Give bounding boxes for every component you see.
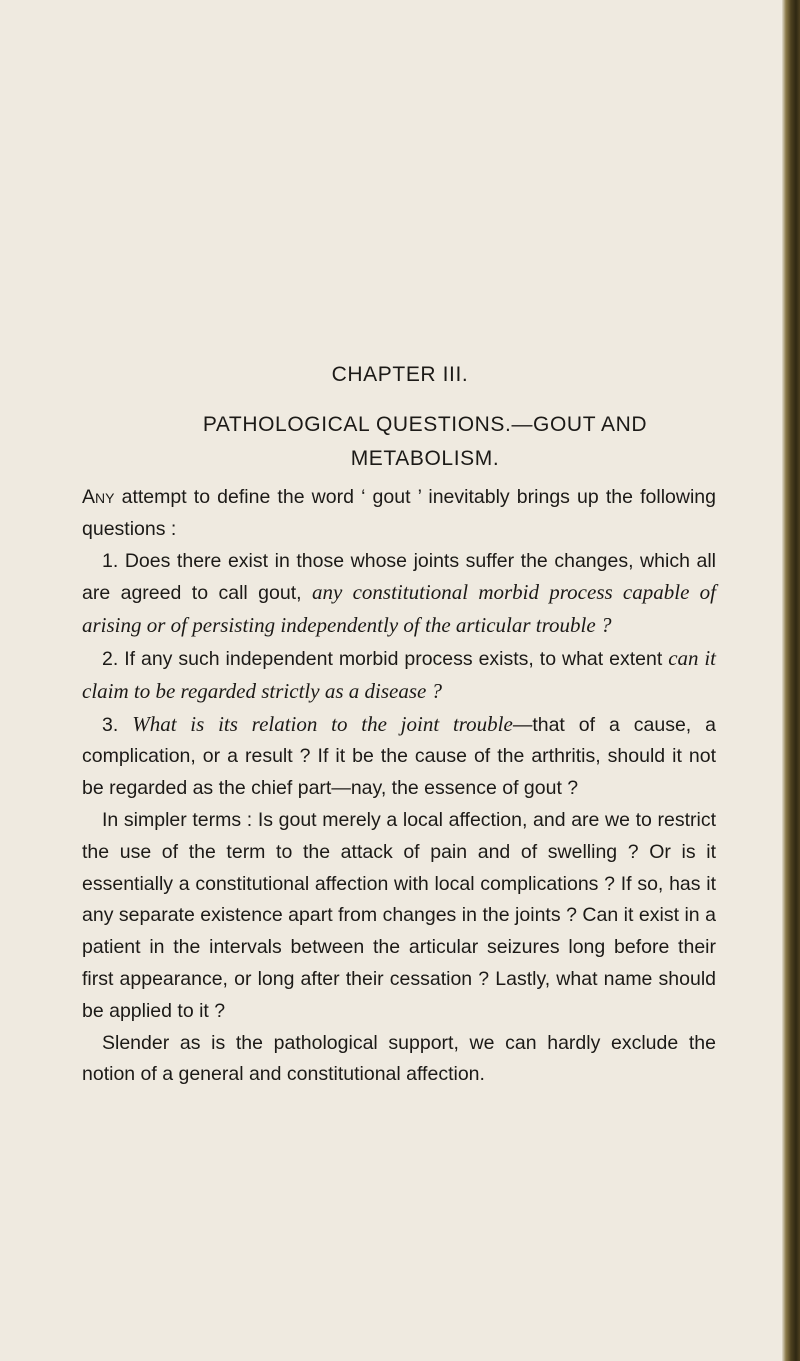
chapter-title-line-2: METABOLISM. — [350, 447, 500, 470]
chapter-title — [100, 408, 750, 476]
chapter-title-line-1: PATHOLOGICAL QUESTIONS.—GOUT AND — [202, 413, 648, 436]
question-3 — [82, 709, 716, 805]
paragraph-simpler-terms: In simpler terms : Is gout merely a local affection, and are we to restrict the use of the term to the attack of pain and of swelling ? Or is it essentially a constitutional affection with local complications ? If so, has it any separate existence apart from changes in the joints ? Can it exist in a patient in the intervals between the articular seizures long before their first appearance, or long after their cessation ? Lastly, what name should be applied to it ? — [82, 808, 716, 1022]
question-1-italic: any constitutional morbid process capable of arising or of persisting independently of the articular trouble ? — [82, 580, 717, 638]
question-2-italic: can it claim to be regarded strictly as a disease ? — [82, 645, 716, 703]
question-2-text: 2. If any such independent morbid process exists, to what extent — [102, 647, 669, 670]
question-3-italic: What is its relation to the joint trouble — [132, 711, 513, 736]
lead-word: Any — [82, 486, 115, 508]
paragraph-intro — [82, 482, 716, 546]
question-2 — [82, 643, 716, 709]
intro-text: attempt to define the word ‘ gout ’ inevitably brings up the following questions : — [82, 486, 716, 540]
question-3-rest: —that of a cause, a complication, or a result ? If it be the cause of the arthritis, should it not be regarded as the chief part—nay, the essence of gout ? — [82, 713, 716, 800]
chapter-heading: CHAPTER III. — [331, 363, 469, 386]
paragraph-conclusion: Slender as is the pathological support, we can hardly exclude the notion of a general and constitutional affection. — [82, 1031, 716, 1086]
question-3-number: 3. — [102, 713, 133, 736]
question-1-text: 1. Does there exist in those whose joints suffer the changes, which all are agreed to call gout, — [82, 549, 716, 605]
body-text — [82, 482, 716, 1091]
question-1 — [82, 546, 716, 643]
page-edge — [782, 0, 800, 1361]
